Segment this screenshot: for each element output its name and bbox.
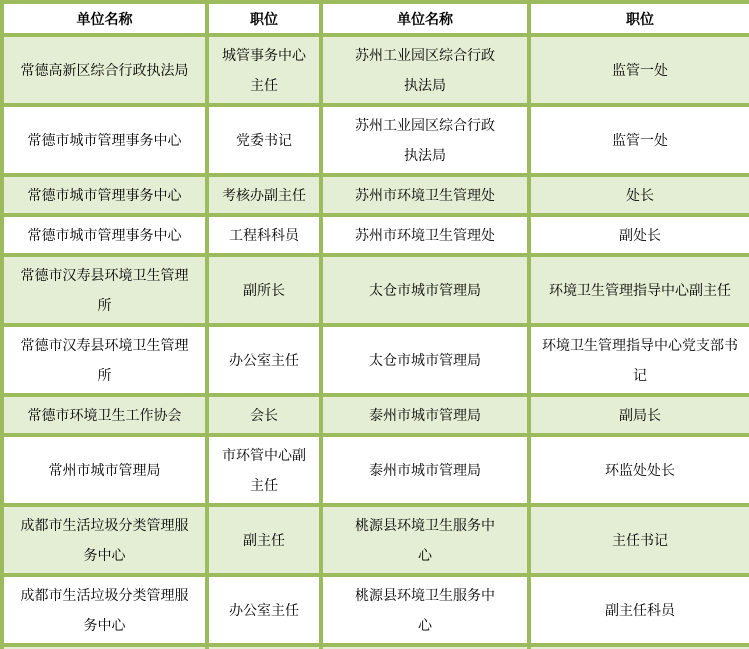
position-cell: 环境卫生管理指导中心副主任 xyxy=(529,255,749,325)
position-cell: 考核办副主任 xyxy=(207,175,321,215)
position-cell: 工程科科员 xyxy=(207,215,321,255)
table-row xyxy=(2,395,749,435)
unit-name-cell: 成都市生活垃圾分类管理服务中心 xyxy=(2,575,207,645)
position-cell: 副局长 xyxy=(529,395,749,435)
position-header: 职位 xyxy=(207,2,321,35)
position-cell xyxy=(207,645,321,649)
table-row xyxy=(2,505,749,575)
position-cell: 办公室主任 xyxy=(207,575,321,645)
position-cell: 主任书记 xyxy=(529,505,749,575)
unit-name-cell xyxy=(2,645,207,649)
table-row xyxy=(2,645,749,649)
unit-name-cell: 常德市城市管理事务中心 xyxy=(2,215,207,255)
position-cell: 党委书记 xyxy=(207,105,321,175)
position-cell: 办公室主任 xyxy=(207,325,321,395)
unit-name-cell: 桃源县环境卫生服务中心 xyxy=(321,505,529,575)
table-row xyxy=(2,255,749,325)
unit-name-cell: 常德市环境卫生工作协会 xyxy=(2,395,207,435)
position-cell: 城管事务中心主任 xyxy=(207,35,321,105)
position-cell: 监管一处 xyxy=(529,105,749,175)
unit-name-cell: 苏州市环境卫生管理处 xyxy=(321,175,529,215)
unit-name-header: 单位名称 xyxy=(2,2,207,35)
table-row xyxy=(2,175,749,215)
unit-name-cell: 泰州市城市管理局 xyxy=(321,395,529,435)
position-cell: 环境卫生管理指导中心党支部书记 xyxy=(529,325,749,395)
unit-name-cell: 泰州市城市管理局 xyxy=(321,435,529,505)
unit-name-cell: 常德市汉寿县环境卫生管理所 xyxy=(2,325,207,395)
position-cell: 副主任科员 xyxy=(529,575,749,645)
table-row xyxy=(2,215,749,255)
unit-name-cell: 常德市汉寿县环境卫生管理所 xyxy=(2,255,207,325)
unit-name-cell: 苏州工业园区综合行政执法局 xyxy=(321,35,529,105)
unit-name-cell: 苏州工业园区综合行政执法局 xyxy=(321,105,529,175)
unit-name-header: 单位名称 xyxy=(321,2,529,35)
table-row xyxy=(2,325,749,395)
table-header-row xyxy=(2,2,749,35)
unit-name-cell: 桃源县环境卫生服务中心 xyxy=(321,575,529,645)
position-cell: 副所长 xyxy=(207,255,321,325)
unit-name-cell: 苏州市环境卫生管理处 xyxy=(321,215,529,255)
unit-name-cell xyxy=(321,645,529,649)
table-row xyxy=(2,35,749,105)
position-cell: 处长 xyxy=(529,175,749,215)
position-cell: 监管一处 xyxy=(529,35,749,105)
unit-name-cell: 常德市城市管理事务中心 xyxy=(2,105,207,175)
position-cell xyxy=(529,645,749,649)
unit-name-cell: 常德高新区综合行政执法局 xyxy=(2,35,207,105)
unit-name-cell: 成都市生活垃圾分类管理服务中心 xyxy=(2,505,207,575)
table-row xyxy=(2,575,749,645)
position-cell: 环监处处长 xyxy=(529,435,749,505)
table-body xyxy=(2,35,749,649)
unit-name-cell: 太仓市城市管理局 xyxy=(321,255,529,325)
table-row xyxy=(2,435,749,505)
unit-name-cell: 常德市城市管理事务中心 xyxy=(2,175,207,215)
position-cell: 市环管中心副主任 xyxy=(207,435,321,505)
unit-name-cell: 太仓市城市管理局 xyxy=(321,325,529,395)
position-header: 职位 xyxy=(529,2,749,35)
position-cell: 会长 xyxy=(207,395,321,435)
table-row xyxy=(2,105,749,175)
position-cell: 副主任 xyxy=(207,505,321,575)
position-cell: 副处长 xyxy=(529,215,749,255)
unit-name-cell: 常州市城市管理局 xyxy=(2,435,207,505)
